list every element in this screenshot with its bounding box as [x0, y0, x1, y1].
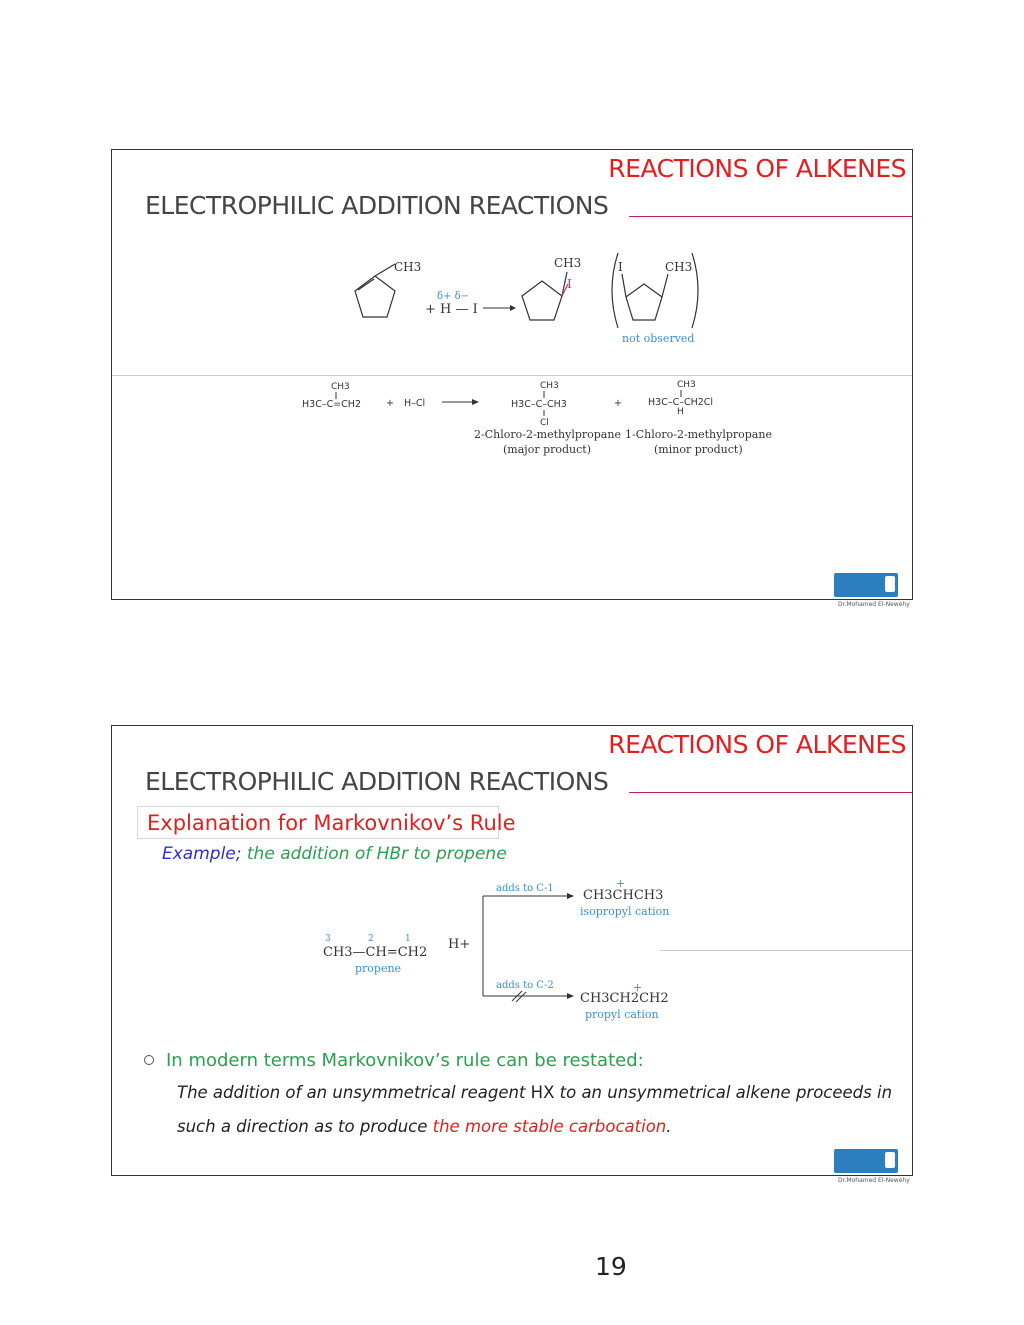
rule-line-2: [177, 1117, 672, 1136]
upper-product: CH3CHCH3: [583, 888, 664, 903]
example-text: the addition of HBr to propene: [246, 844, 507, 864]
minor-bottom-h: H: [677, 407, 684, 417]
partial-charges: δ+ δ−: [437, 291, 469, 302]
rule-line-1: [177, 1083, 892, 1102]
markovnikov-scheme: [112, 726, 913, 1176]
proton-label: H+: [448, 937, 471, 952]
rule-text-2c: .: [666, 1117, 672, 1136]
author-caption: Dr.Mohamed El-Newehy: [838, 601, 910, 608]
iodo-methylcyclopentane-structure: [522, 272, 568, 320]
major-top-ch3: CH3: [540, 381, 559, 391]
bullet-circle-icon: [144, 1055, 154, 1065]
minor-top-ch3: CH3: [677, 380, 696, 390]
reactant-formula: H3C–C=CH2: [302, 399, 361, 410]
lower-charge-plus: +: [633, 981, 643, 994]
rule-text-1b: HX: [530, 1083, 555, 1102]
university-logo: [834, 573, 898, 597]
product-substituent-ch3: CH3: [554, 256, 582, 270]
upper-charge-plus: +: [616, 877, 626, 890]
logo-badge-icon: [885, 1152, 895, 1168]
main-title: ELECTROPHILIC ADDITION REACTIONS: [145, 767, 609, 796]
carbon-number-3: 3: [325, 934, 331, 944]
methylcyclopentene-structure: [355, 264, 395, 317]
propene-formula: CH3—CH=CH2: [323, 945, 428, 960]
minor-product-name: 1-Chloro-2-methylpropane: [625, 428, 772, 441]
plus-sign-2: +: [614, 398, 622, 409]
subtitle: Explanation for Markovnikov’s Rule: [147, 811, 516, 835]
rule-text-2a: such a direction as to produce: [177, 1117, 428, 1136]
reagent-hcl: H–Cl: [404, 398, 426, 409]
author-caption: Dr.Mohamed El-Newehy: [838, 1177, 910, 1184]
rule-text-1a: The addition of an unsymmetrical reagent: [177, 1083, 526, 1102]
lower-path-label: adds to C-2: [496, 980, 554, 991]
rule-text-2b: the more stable carbocation: [432, 1117, 667, 1136]
major-product-note: (major product): [503, 443, 591, 456]
minor-product-formula: H3C–C–CH2Cl: [648, 397, 714, 408]
carbon-number-1: 1: [405, 934, 411, 944]
reagent-hi: + H — I: [425, 302, 478, 317]
minor-product-note: (minor product): [654, 443, 743, 456]
example-label: Example;: [162, 844, 242, 864]
major-bottom-cl: Cl: [540, 418, 549, 428]
bullet-text: In modern terms Markovnikov’s rule can be restated:: [166, 1050, 644, 1071]
major-product-name: 2-Chloro-2-methylpropane: [474, 428, 621, 441]
bullet-point: [144, 1050, 644, 1071]
slide-1: [111, 149, 913, 600]
reactant-top-ch3: CH3: [331, 382, 350, 392]
main-title: ELECTROPHILIC ADDITION REACTIONS: [145, 191, 609, 220]
not-observed-i: I: [618, 260, 623, 274]
plus-sign-1: +: [386, 398, 394, 409]
major-product-formula: H3C–C–CH3: [511, 399, 567, 410]
page-number: 19: [595, 1252, 627, 1281]
reaction-schemes: [112, 150, 913, 600]
lower-product-label: propyl cation: [585, 1008, 659, 1021]
section-title: REACTIONS OF ALKENES: [608, 154, 906, 183]
logo-badge-icon: [885, 576, 895, 592]
lower-product: CH3CH2CH2: [580, 991, 669, 1006]
rule-text-1c: to an unsymmetrical alkene proceeds in: [559, 1083, 893, 1102]
slide-2: [111, 725, 913, 1176]
not-observed-ch3: CH3: [665, 260, 693, 274]
product-substituent-i: I: [567, 277, 572, 291]
upper-path-label: adds to C-1: [496, 883, 554, 894]
university-logo: [834, 1149, 898, 1173]
section-title: REACTIONS OF ALKENES: [608, 730, 906, 759]
carbon-number-2: 2: [368, 934, 374, 944]
propene-label: propene: [355, 962, 402, 975]
reaction-arrow-2: [442, 399, 479, 405]
not-observed-label: not observed: [622, 332, 695, 345]
upper-product-label: isopropyl cation: [580, 905, 670, 918]
reactant-substituent: CH3: [394, 260, 422, 274]
reaction-arrow: [483, 305, 516, 311]
